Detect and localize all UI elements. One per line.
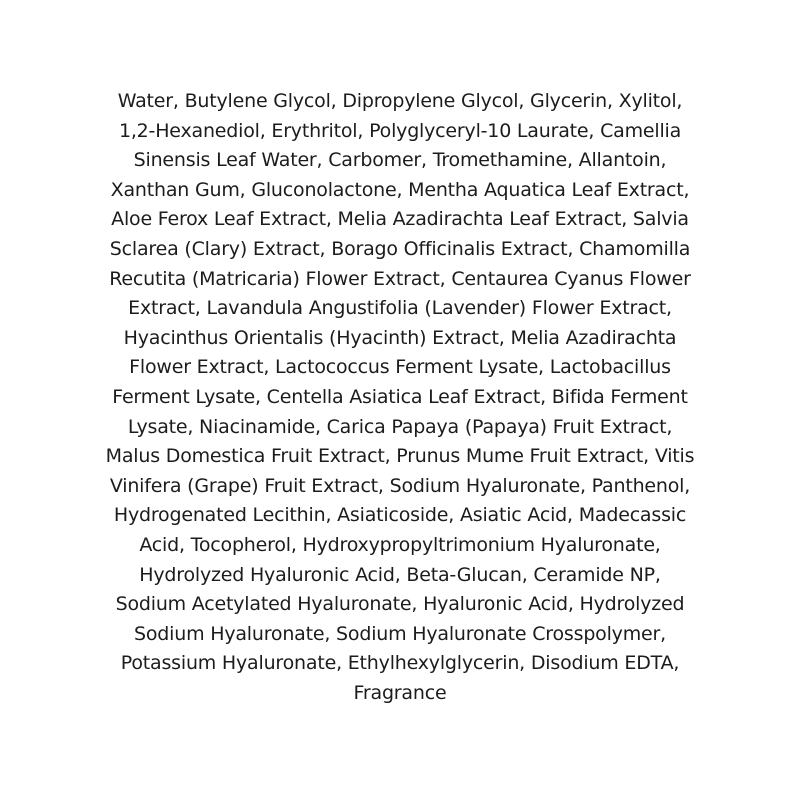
ingredients-line: Vinifera (Grape) Fruit Extract, Sodium Hyaluronate, Panthenol,: [109, 474, 691, 497]
ingredients-line: Fragrance: [353, 681, 447, 704]
ingredients-line: Ferment Lysate, Centella Asiatica Leaf Extract, Bifida Ferment: [112, 385, 688, 408]
ingredients-line: Sclarea (Clary) Extract, Borago Officinalis Extract, Chamomilla: [109, 237, 691, 260]
ingredients-line: Hydrolyzed Hyaluronic Acid, Beta-Glucan, Ceramide NP,: [139, 563, 661, 586]
ingredients-line: Acid, Tocopherol, Hydroxypropyltrimonium Hyaluronate,: [139, 533, 661, 556]
ingredients-line: Sodium Acetylated Hyaluronate, Hyaluronic Acid, Hydrolyzed: [115, 593, 685, 616]
ingredients-list: [0, 87, 800, 708]
ingredients-line: Sodium Hyaluronate, Sodium Hyaluronate Crosspolymer,: [134, 622, 666, 645]
ingredients-line: Flower Extract, Lactococcus Ferment Lysate, Lactobacillus: [129, 356, 671, 379]
ingredients-line: Xanthan Gum, Gluconolactone, Mentha Aquatica Leaf Extract,: [110, 178, 690, 201]
ingredients-line: Aloe Ferox Leaf Extract, Melia Azadirachta Leaf Extract, Salvia: [111, 208, 689, 231]
ingredients-line: Water, Butylene Glycol, Dipropylene Glycol, Glycerin, Xylitol,: [117, 90, 683, 112]
ingredients-line: Sinensis Leaf Water, Carbomer, Tromethamine, Allantoin,: [133, 149, 667, 172]
ingredients-line: 1,2-Hexanediol, Erythritol, Polyglyceryl-10 Laurate, Camellia: [118, 119, 682, 142]
ingredients-line: Recutita (Matricaria) Flower Extract, Centaurea Cyanus Flower: [109, 267, 691, 290]
ingredients-line: Malus Domestica Fruit Extract, Prunus Mume Fruit Extract, Vitis: [105, 445, 695, 468]
ingredients-line: Hydrogenated Lecithin, Asiaticoside, Asiatic Acid, Madecassic: [113, 504, 687, 527]
ingredients-line: Potassium Hyaluronate, Ethylhexylglycerin, Disodium EDTA,: [120, 652, 680, 675]
ingredients-line: Extract, Lavandula Angustifolia (Lavender) Flower Extract,: [128, 297, 672, 320]
ingredients-line: Lysate, Niacinamide, Carica Papaya (Papaya) Fruit Extract,: [127, 415, 673, 438]
ingredients-line: Hyacinthus Orientalis (Hyacinth) Extract, Melia Azadirachta: [123, 326, 677, 349]
